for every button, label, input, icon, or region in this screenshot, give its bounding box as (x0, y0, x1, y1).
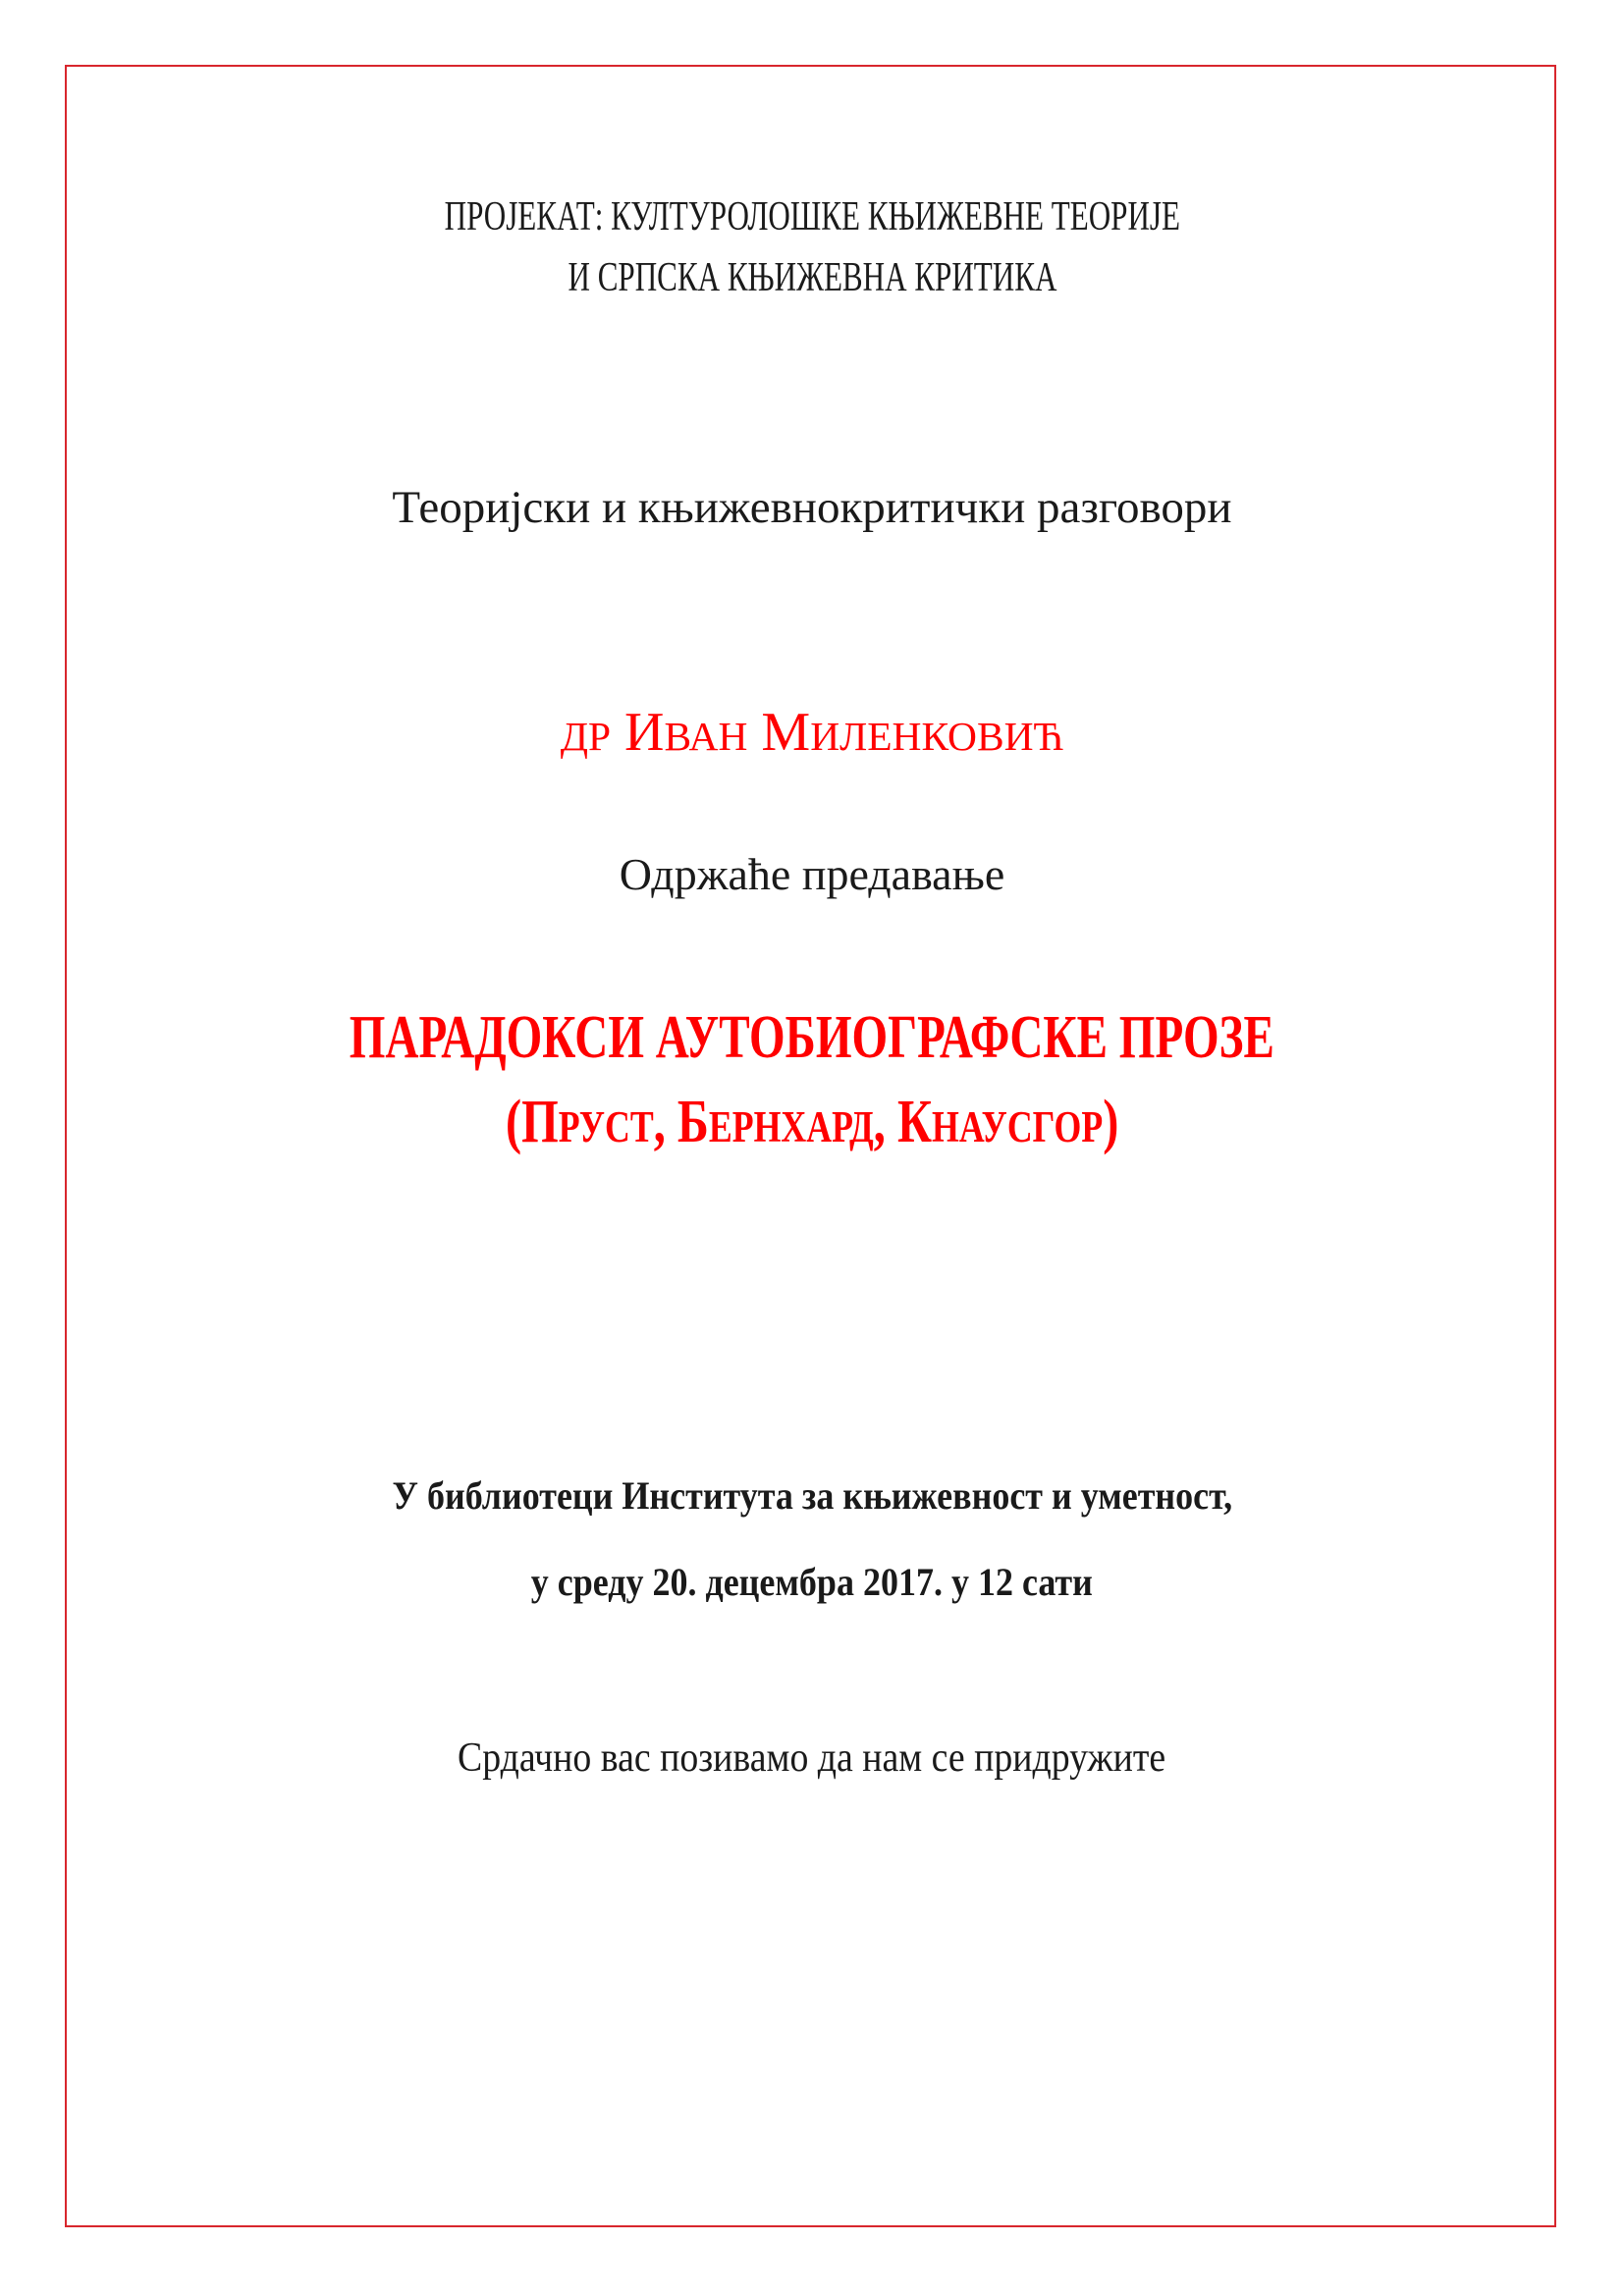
subtitle-author-2-initial: Б (677, 1089, 709, 1155)
project-title-line-2 (0, 257, 1624, 298)
lecture-subtitle (0, 1089, 1624, 1155)
lecture-subtitle-text (505, 1089, 1119, 1155)
subtitle-author-3-rest: НАУСГОР (931, 1101, 1104, 1151)
announcement-text: Одржаће предавање (619, 849, 1005, 899)
date-line (0, 1560, 1624, 1604)
lecture-title (0, 1004, 1624, 1071)
venue-line-text: У библиотеци Института за књижевност и уметност, (392, 1473, 1232, 1518)
subtitle-author-2-rest: ЕРНХАРД (708, 1101, 874, 1151)
subtitle-open-paren: ( (505, 1089, 521, 1155)
subtitle-close-paren: ) (1103, 1089, 1119, 1155)
project-title-line-1-text: ПРОЈЕКАТ: КУЛТУРОЛОШКЕ КЊИЖЕВНЕ ТЕОРИЈЕ (444, 194, 1180, 240)
speaker-title-prefix: ДР (560, 714, 612, 759)
venue-line (0, 1473, 1624, 1518)
closing-invitation (0, 1737, 1624, 1779)
project-title-line-1 (0, 196, 1624, 238)
series-title-text: Теоријски и књижевнокритички разговори (392, 482, 1232, 533)
announcement (0, 849, 1624, 899)
subtitle-author-1-initial: П (520, 1089, 559, 1155)
speaker-last-initial: М (761, 702, 811, 763)
subtitle-separator-2: , (873, 1089, 897, 1155)
speaker-name-text (560, 702, 1064, 763)
series-title (0, 482, 1624, 533)
speaker-name (0, 702, 1624, 763)
speaker-first-rest: ВАН (664, 714, 748, 759)
subtitle-author-3-initial: К (896, 1089, 932, 1155)
project-title-line-2-text: И СРПСКА КЊИЖЕВНА КРИТИКА (568, 255, 1056, 300)
subtitle-separator-1: , (653, 1089, 677, 1155)
subtitle-author-1-rest: РУСТ (558, 1101, 654, 1151)
lecture-title-text: ПАРАДОКСИ АУТОБИОГРАФСКЕ ПРОЗЕ (349, 1004, 1275, 1071)
speaker-last-rest: ИЛЕНКОВИЋ (810, 714, 1064, 759)
date-line-text: у среду 20. децембра 2017. у 12 сати (530, 1560, 1094, 1604)
closing-invitation-text: Срдачно вас позивамо да нам се придружите (458, 1735, 1166, 1781)
speaker-first-initial: И (624, 702, 665, 763)
